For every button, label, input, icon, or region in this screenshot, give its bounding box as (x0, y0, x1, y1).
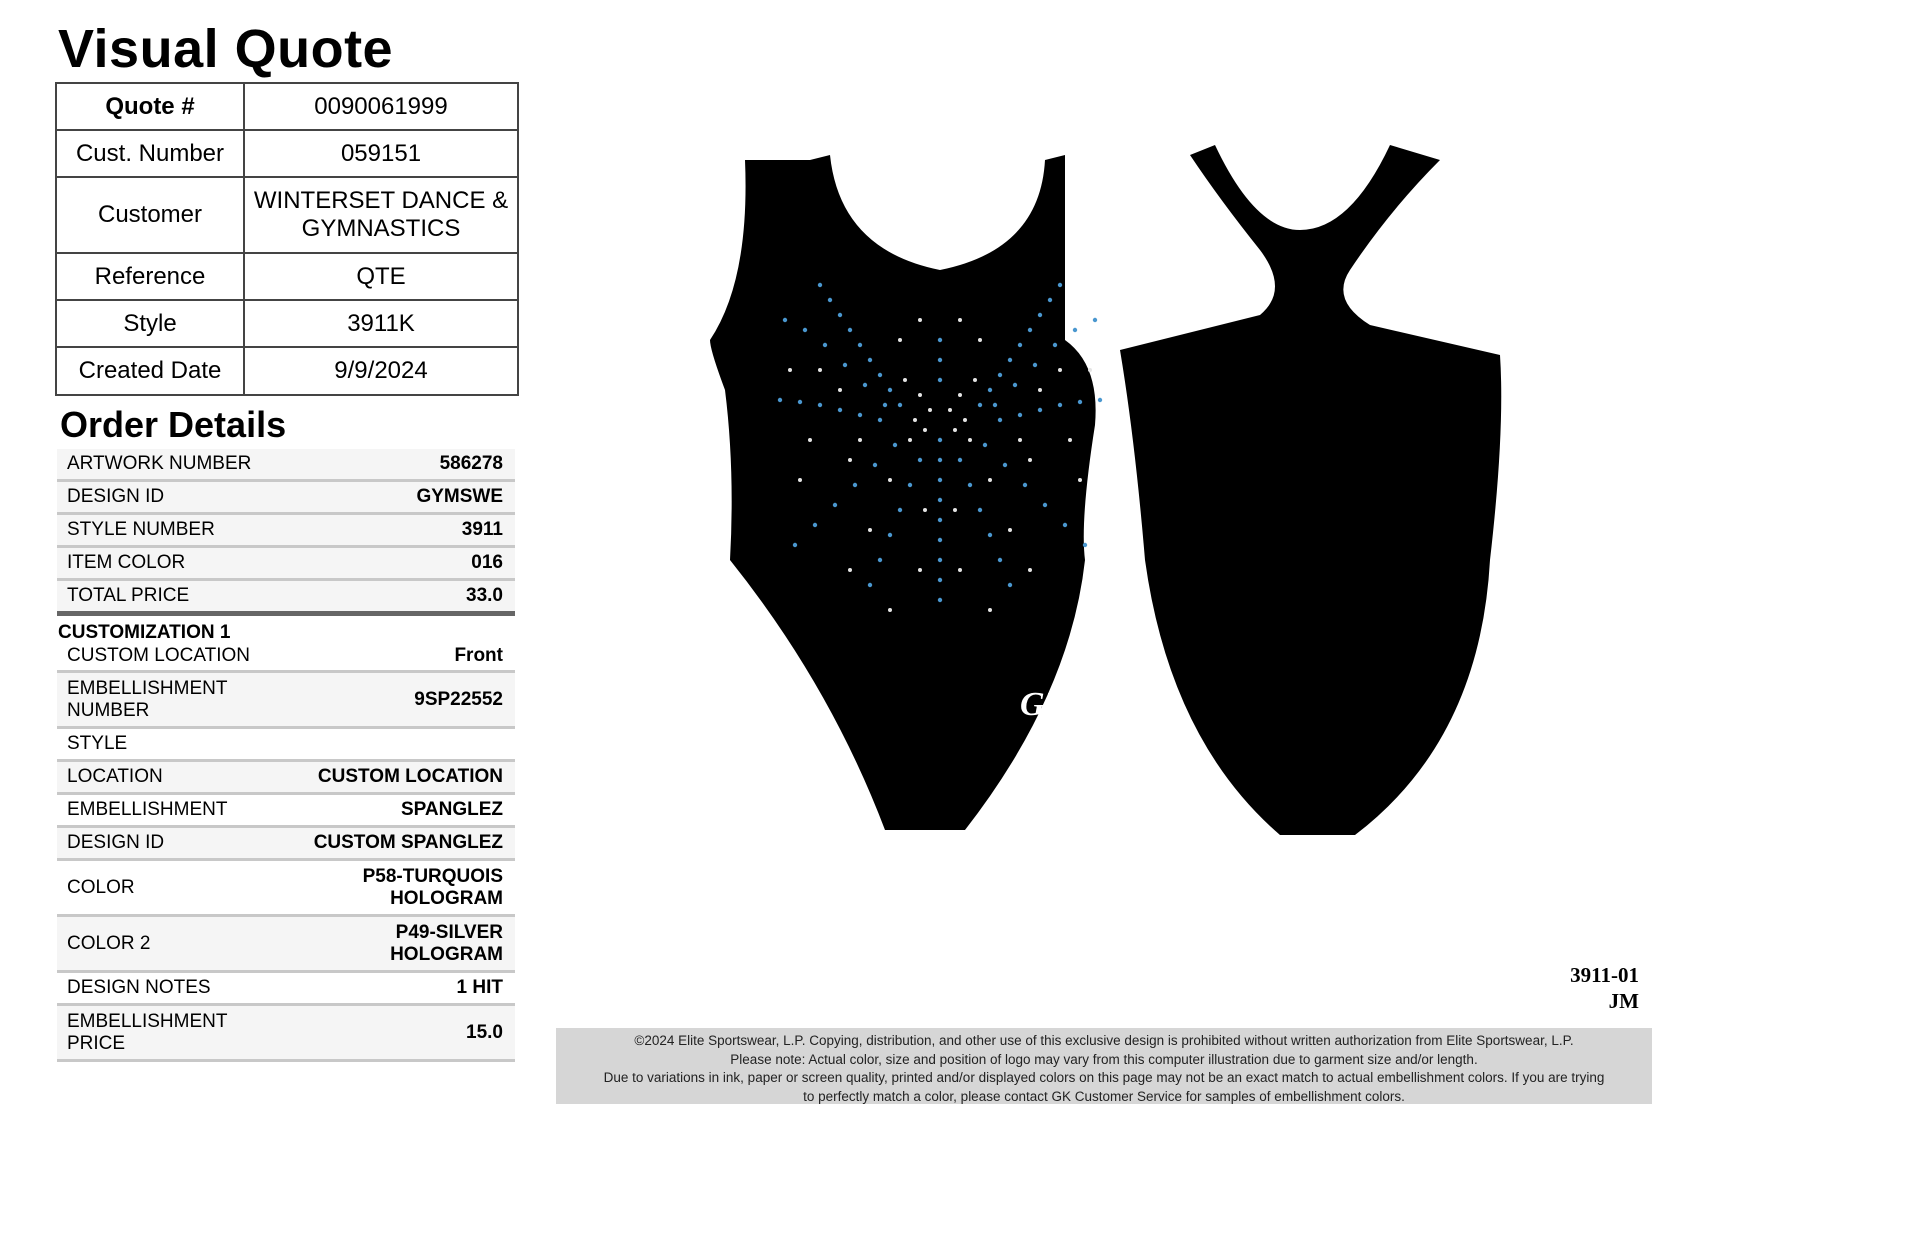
cust-value: 1 HIT (456, 977, 503, 998)
cust-label: CUSTOM LOCATION (67, 645, 250, 666)
cust-row-embellishment-price (57, 1006, 515, 1062)
quote-value: 059151 (244, 130, 518, 177)
quote-label: Reference (56, 253, 244, 300)
order-label: ITEM COLOR (67, 552, 186, 573)
quote-value: QTE (244, 253, 518, 300)
cust-value: 9SP22552 (414, 688, 503, 710)
cust-label: EMBELLISHMENT PRICE (67, 1010, 228, 1054)
order-row-item-color (57, 548, 515, 581)
garment-illustration (690, 140, 1530, 940)
cust-label: DESIGN ID (67, 832, 165, 853)
cust-row-custom-location (57, 642, 515, 673)
cust-row-style (57, 729, 515, 762)
cust-label: DESIGN NOTES (67, 977, 211, 998)
quote-label: Style (56, 300, 244, 347)
quote-value: 9/9/2024 (244, 347, 518, 395)
order-label: TOTAL PRICE (67, 585, 190, 606)
quote-row-cust-number (56, 130, 518, 177)
disclaimer-box (556, 1028, 1652, 1104)
design-code-number: 3911-01 (1570, 963, 1639, 987)
order-value: GYMSWE (416, 486, 503, 507)
order-row-style-number (57, 515, 515, 548)
disclaimer-line: Due to variations in ink, paper or screen quality, printed and/or displayed colors on this page may not be an exact match to actual embellishment colors. If you are trying (603, 1070, 1605, 1085)
quote-value: WINTERSET DANCE & GYMNASTICS (244, 177, 518, 253)
quote-value: 3911K (244, 300, 518, 347)
quote-row-quote-number (56, 83, 518, 130)
quote-label: Customer (56, 177, 244, 253)
order-label: DESIGN ID (67, 486, 165, 507)
cust-value: P58-TURQUOIS HOLOGRAM (362, 865, 503, 909)
cust-label: EMBELLISHMENT NUMBER (67, 677, 228, 721)
cust-row-color-2 (57, 917, 515, 973)
customization-title: CUSTOMIZATION 1 (58, 622, 231, 643)
cust-value: CUSTOM LOCATION (317, 766, 503, 787)
cust-row-location (57, 762, 515, 795)
quote-info-table (55, 82, 519, 396)
order-value: 33.0 (466, 585, 503, 606)
quote-label: Created Date (56, 347, 244, 395)
leotard-back-body (1120, 145, 1501, 835)
order-value: 3911 (461, 519, 503, 540)
order-row-total-price (57, 581, 515, 616)
cust-row-design-notes (57, 973, 515, 1006)
cust-row-design-id (57, 828, 515, 861)
cust-value: P49-SILVER HOLOGRAM (390, 921, 503, 965)
order-details-title: Order Details (60, 404, 287, 445)
cust-value: CUSTOM SPANGLEZ (313, 832, 503, 853)
cust-label: COLOR 2 (67, 932, 151, 954)
cust-label: EMBELLISHMENT (67, 799, 228, 820)
order-row-design-id (57, 482, 515, 515)
quote-row-reference (56, 253, 518, 300)
cust-row-embellishment-number (57, 673, 515, 729)
order-value: 586278 (439, 453, 503, 474)
leotard-front-body (710, 155, 1096, 830)
cust-value: Front (454, 645, 503, 666)
quote-label: Quote # (56, 83, 244, 130)
quote-row-customer (56, 177, 518, 253)
order-label: STYLE NUMBER (67, 519, 215, 540)
order-row-artwork-number (57, 449, 515, 482)
order-details-list (57, 449, 515, 1062)
quote-value: 0090061999 (244, 83, 518, 130)
cust-value: SPANGLEZ (400, 799, 503, 820)
cust-row-embellishment (57, 795, 515, 828)
design-code-initials: JM (1608, 989, 1639, 1013)
disclaimer-line: to perfectly match a color, please contact GK Customer Service for samples of embellishment colors. (803, 1088, 1405, 1104)
cust-label: LOCATION (67, 766, 163, 787)
cust-row-color (57, 861, 515, 917)
cust-label: STYLE (67, 733, 128, 754)
order-value: 016 (471, 552, 503, 573)
cust-value: 15.0 (466, 1021, 503, 1043)
quote-label: Cust. Number (56, 130, 244, 177)
quote-row-style (56, 300, 518, 347)
order-label: ARTWORK NUMBER (67, 453, 252, 474)
disclaimer-line: ©2024 Elite Sportswear, L.P. Copying, distribution, and other use of this exclusive design is prohibited without written authorization from Elite Sportswear, L.P. (634, 1033, 1574, 1048)
quote-row-created-date (56, 347, 518, 395)
gk-logo: GK (1020, 686, 1068, 723)
design-code (1570, 962, 1639, 1014)
page-title: Visual Quote (58, 19, 394, 79)
disclaimer-line: Please note: Actual color, size and position of logo may vary from this computer illustration due to garment size and/or length. (730, 1051, 1478, 1067)
cust-label: COLOR (67, 876, 135, 898)
